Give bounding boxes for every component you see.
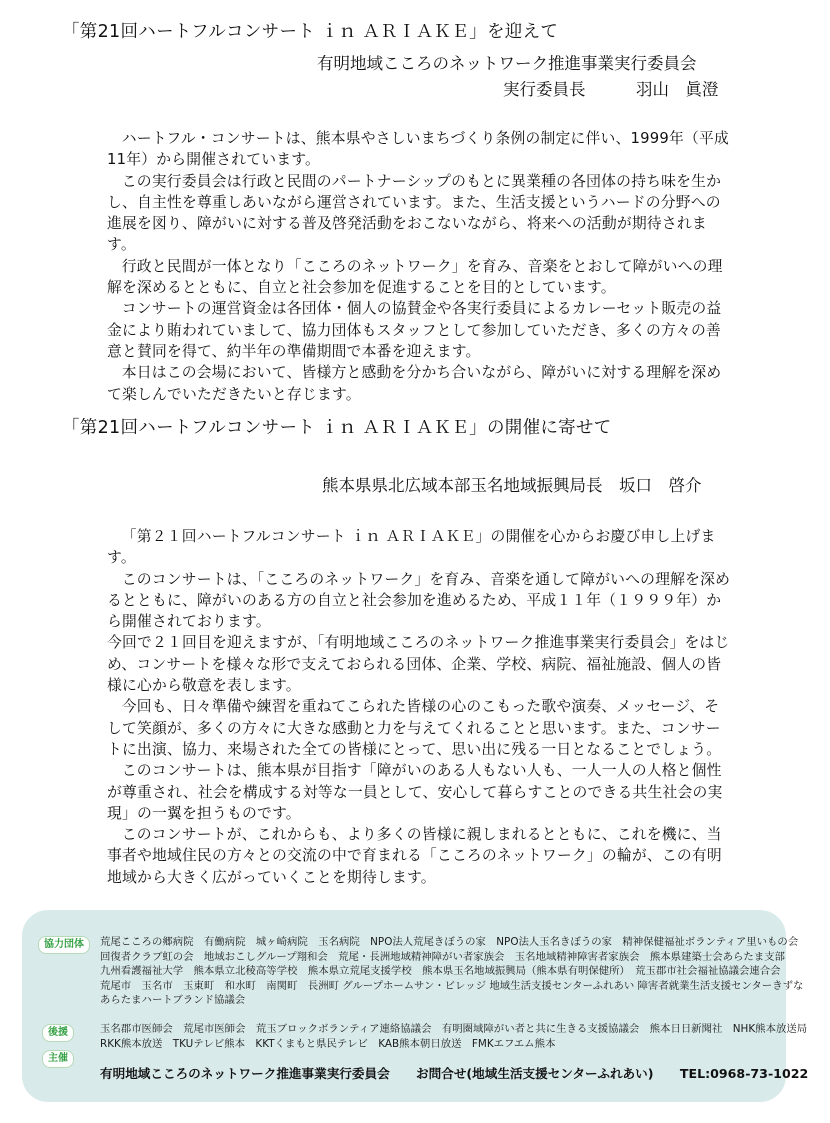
support-list <box>100 1022 808 1051</box>
section1-position: 実行委員長 <box>503 80 586 99</box>
section1-body <box>107 128 732 405</box>
host-label: 主催 <box>42 1050 74 1068</box>
support-line: RKK熊本放送 TKUテレビ熊本 KKTくまもと県民テレビ KAB熊本朝日放送 FMKエフエム熊本 <box>100 1037 556 1050</box>
cooperation-label: 協力団体 <box>38 936 90 954</box>
cooperation-list <box>100 935 804 1008</box>
section1-paragraph: 行政と民間が一体となり「こころのネットワーク」を育み、音楽をとおして障がいへの理解を深めるとともに、自立と社会参加を促進することを目的としています。 <box>107 257 723 297</box>
cooperation-line: 回復者クラブ虹の会 地域おこしグループ翔和会 荒尾・長洲地域精神障がい者家族会 玉名地域精神障害者家族会 熊本県建築士会あらたま支部 <box>100 950 785 963</box>
section2-paragraph: 今回で２１回目を迎えますが、「有明地域こころのネットワーク推進事業実行委員会」をはじめ、コンサートを様々な形で支えておられる団体、企業、学校、病院、福祉施設、個人の皆様に心から敬意を表します。 <box>107 634 730 695</box>
contact-telephone: TEL:0968-73-1022 <box>679 1066 809 1081</box>
section2-paragraph: このコンサートは、「こころのネットワーク」を育み、音楽を通して障がいへの理解を深めるとともに、障がいのある方の自立と社会参加を進めるため、平成１１年（１９９９年）から開催されております。 <box>107 570 731 631</box>
section2-paragraph: 今回も、日々準備や練習を重ねてこられた皆様の心のこもった歌や演奏、メッセージ、そして笑顔が、多くの方々に大きな感動と力を与えてくれることと思います。また、コンサートに出演、協力、来場された全ての皆様にとって、思い出に残る一日となることでしょう。 <box>107 698 722 758</box>
cooperation-line: あらたまハートブランド協議会 <box>100 994 246 1007</box>
section1-paragraph: ハートフル・コンサートは、熊本県やさしいまちづくり条例の制定に伴い、1999年（平成11年）から開催されています。 <box>107 130 729 169</box>
section1-organization: 有明地域こころのネットワーク推進事業実行委員会 <box>317 54 697 73</box>
contact-info: お問合せ(地域生活支援センターふれあい) <box>416 1066 654 1081</box>
cooperation-line: 九州看護福祉大学 熊本県立北稜高等学校 熊本県立荒尾支援学校 熊本県玉名地域振興局（熊本県有明保健所） 荒玉郡市社会福祉協議会連合会 <box>100 965 781 978</box>
cooperation-line: 荒尾こころの郷病院 有働病院 城ヶ崎病院 玉名病院 NPO法人荒尾きぼうの家 NPO法人玉名きぼうの家 精神保健福祉ボランティア里いもの会 <box>100 936 799 948</box>
section1-paragraph: コンサートの運営資金は各団体・個人の協賛金や各実行委員によるカレーセット販売の益金により賄われていまして、協力団体もスタッフとして参加していただき、多くの方々の善意と賛同を得て、約半年の準備期間で本番を迎えます。 <box>107 300 722 360</box>
section2-author: 熊本県県北広域本部玉名地域振興局長 坂口 啓介 <box>322 476 702 495</box>
section2-body <box>107 526 732 888</box>
section1-title: 「第21回ハートフルコンサート ｉｎ ＡＲＩＡＫＥ」を迎えて <box>62 22 559 42</box>
section1-name: 羽山 眞澄 <box>636 80 719 99</box>
host-contact-line <box>100 1063 830 1082</box>
section2-paragraph: このコンサートは、熊本県が目指す「障がいのある人もない人も、一人一人の人格と個性が尊重され、社会を構成する対等な一員として、安心して暮らすことのできる共生社会の実現」の一翼を担うものです。 <box>107 762 723 822</box>
section1-paragraph: 本日はこの会場において、皆様方と感動を分かち合いながら、障がいに対する理解を深めて楽しんでいただきたいと存じます。 <box>107 364 722 403</box>
section1-paragraph: この実行委員会は行政と民間のパートナーシップのもとに異業種の各団体の持ち味を生かし、自主性を尊重しあいながら運営されています。また、生活支援というハードの分野への進展を図り、障がいに対する普及啓発活動をおこないながら、将来への活動が期待されます。 <box>107 172 722 254</box>
sponsors-panel <box>22 910 809 1102</box>
support-line: 玉名郡市医師会 荒尾市医師会 荒玉ブロックボランティア連絡協議会 有明圏域障がい者と共に生きる支援協議会 熊本日日新聞社 NHK熊本放送局 <box>100 1023 808 1035</box>
section2-paragraph: 「第２１回ハートフルコンサート ｉｎ ＡＲＩＡＫＥ」の開催を心からお慶び申し上げます。 <box>107 528 716 567</box>
section2-title: 「第21回ハートフルコンサート ｉｎ ＡＲＩＡＫＥ」の開催に寄せて <box>62 418 612 438</box>
cooperation-line: 荒尾市 玉名市 玉東町 和水町 南関町 長洲町 グループホームサン・ビレッジ 地域生活支援センターふれあい 障害者就業生活支援センターきずな <box>100 979 804 992</box>
host-organization: 有明地域こころのネットワーク推進事業実行委員会 <box>100 1066 390 1081</box>
support-label: 後援 <box>42 1024 74 1042</box>
section2-paragraph: このコンサートが、これからも、より多くの皆様に親しまれるとともに、これを機に、当事者や地域住民の方々との交流の中で育まれる「こころのネットワーク」の輪が、この有明地域から大きく広がっていくことを期待します。 <box>107 826 722 886</box>
